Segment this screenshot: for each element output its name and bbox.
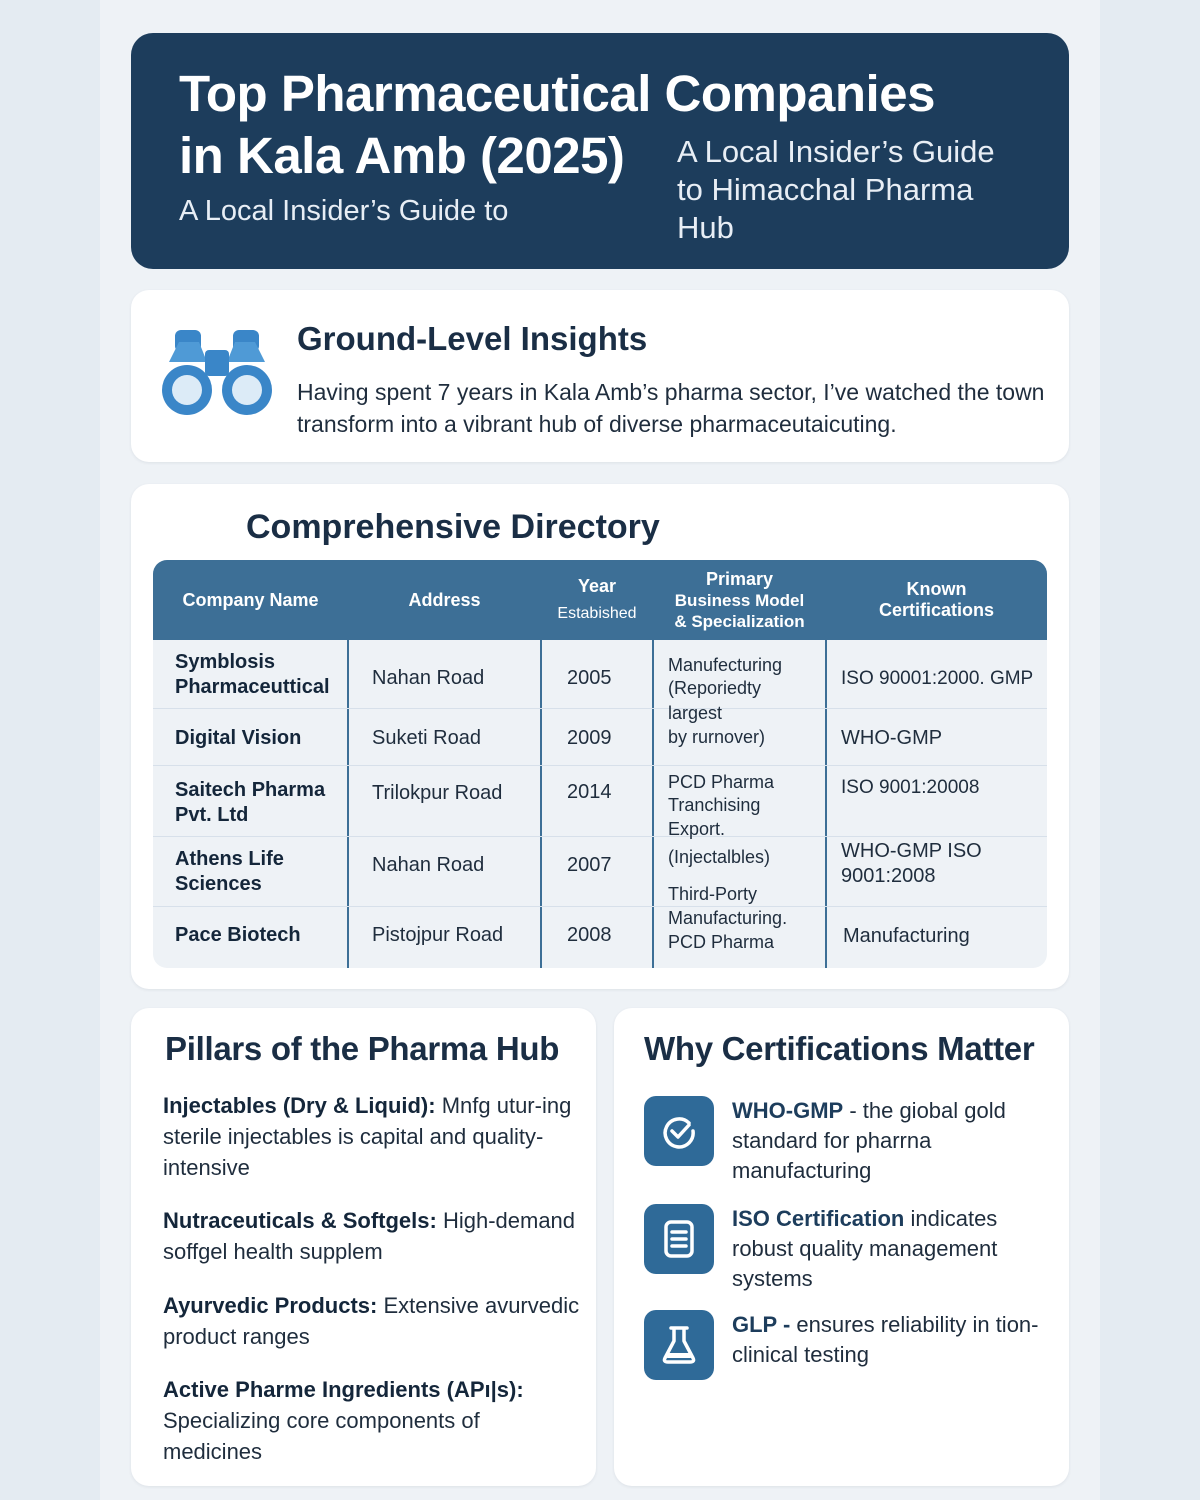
column-header-cert-line1: Known [906,579,967,599]
table-cell-business-model: Third-Porty [668,884,758,904]
pillar-title: Ayurvedic Products: [163,1293,378,1318]
table-cell-company: Digital Vision [175,727,302,749]
table-cell-year: 2009 [567,727,612,749]
header-banner [131,33,1069,269]
column-header-year [541,560,653,640]
table-cell-company: Athens Life Sciences [175,848,284,895]
table-cell-certification: ISO 9001:20008 [841,777,980,798]
row-divider [153,836,1047,837]
table-cell-business-model: by rurnover) [668,727,766,747]
why-heading: Why Certifications Matter [644,1030,1035,1067]
insights-card [131,290,1069,462]
table-cell-business-model: Tranchising [668,795,761,815]
table-cell-year: 2005 [567,667,612,689]
pillar-text: Specializing core components of medicines [163,1408,480,1464]
column-header-business-line2: Business Model [674,590,805,610]
page-title-line2: in Kala Amb (2025) [179,127,625,184]
insights-text: Having spent 7 years in Kala Amb’s pharma sector, I’ve watched the town transform into a vibrant hub of diverse pharmaceutaicuting. [297,379,1045,437]
pillars-heading: Pillars of the Pharma Hub [165,1030,560,1067]
why-item-title: WHO-GMP [732,1098,844,1123]
table-cell-business-model: largest [668,703,723,723]
table-cell-address: Trilokpur Road [372,782,503,804]
pillar-title: Active Pharme Ingredients (APı|s): [163,1377,524,1402]
pillar-title: Nutraceuticals & Softgels: [163,1208,437,1233]
pillar-item-api [163,1374,583,1467]
pillar-item-nutraceuticals [163,1205,583,1267]
table-cell-address: Nahan Road [372,854,485,876]
column-header-cert-line2: Certifications [878,600,995,620]
table-cell-business-model: PCD Pharma [668,772,775,792]
directory-heading: Comprehensive Directory [246,508,660,546]
table-cell-company: Pace Biotech [175,924,301,946]
table-cell-certification: WHO-GMP ISO 9001:2008 [841,840,982,887]
table-cell-certification: Manufacturing [843,925,970,947]
page-title-line1: Top Pharmaceutical Companies [179,65,935,122]
lab-flask-icon [644,1310,714,1380]
table-cell-company: Saitech Pharma Pvt. Ltd [175,779,326,826]
row-divider [153,765,1047,766]
pillar-title: Injectables (Dry & Liquid): [163,1093,436,1118]
table-cell-company: Symblosis Pharmaceuttical [175,651,330,698]
table-cell-certification: ISO 90001:2000. GMP [841,668,1034,689]
table-cell-business-model: PCD Pharma [668,932,775,952]
pillar-text: Extensive avurvedic product ranges [163,1293,580,1349]
why-item-description: ensures reliability in tion-clinical testing [732,1312,1039,1367]
why-item-text [732,1310,1052,1370]
table-cell-address: Nahan Road [372,667,485,689]
page-subtitle-left: A Local Insider’s Guide to [179,195,509,227]
table-cell-business-model: Manufacturing. [668,908,788,928]
why-item-text [732,1096,1052,1186]
column-header-year-label: Year [577,576,617,596]
pillar-text: High-demand soffgel health supplem [163,1208,576,1264]
why-item-text [732,1204,1052,1294]
column-header-year-sub: Estabished [557,605,637,622]
why-item-description: - the giobal gold standard for pharrna manufacturing [732,1098,1006,1183]
table-header [153,560,1047,640]
directory-table [153,560,1047,968]
why-item-description: indicates robust quality management systems [732,1206,998,1291]
why-item-title: ISO Certification [732,1206,905,1231]
column-header-business-line3: & Specialization [674,611,805,631]
column-header-business-model [653,560,826,640]
binoculars-icon [161,328,273,416]
insights-heading: Ground-Level Insights [297,320,648,357]
table-cell-certification: WHO-GMP [841,727,943,749]
table-cell-year: 2007 [567,854,612,876]
checkmark-circle-icon [644,1096,714,1166]
document-list-icon [644,1204,714,1274]
directory-card [131,484,1069,989]
why-item-iso [644,1204,1054,1294]
table-cell-business-model: Manufecturing [668,655,783,675]
column-header-address: Address [408,589,481,610]
table-cell-year: 2008 [567,924,612,946]
table-cell-address: Suketi Road [372,727,481,749]
why-item-title: GLP - [732,1312,791,1337]
pillars-card [131,1008,596,1486]
page-subtitle-right: A Local Insider’s Guide to Himacchal Pharma Hub [677,134,995,245]
table-cell-business-model: (Injectalbles) [668,847,771,867]
why-item-who-gmp [644,1096,1054,1186]
row-divider [153,708,1047,709]
table-cell-address: Pistojpur Road [372,924,504,946]
table-cell-business-model: Export. [668,819,726,839]
why-item-glp [644,1310,1054,1400]
pillar-item-injectables [163,1090,583,1183]
column-header-company: Company Name [182,589,319,610]
column-header-business-line1: Primary [705,568,774,589]
table-cell-business-model: (Reporiedty [668,678,762,698]
pillar-item-ayurvedic [163,1290,583,1352]
pillar-text: Mnfg utur-ing sterile injectables is capital and quality-intensive [163,1093,572,1180]
row-divider [153,906,1047,907]
table-cell-year: 2014 [567,781,612,803]
why-certifications-card [614,1008,1069,1486]
column-header-certifications [826,560,1047,640]
